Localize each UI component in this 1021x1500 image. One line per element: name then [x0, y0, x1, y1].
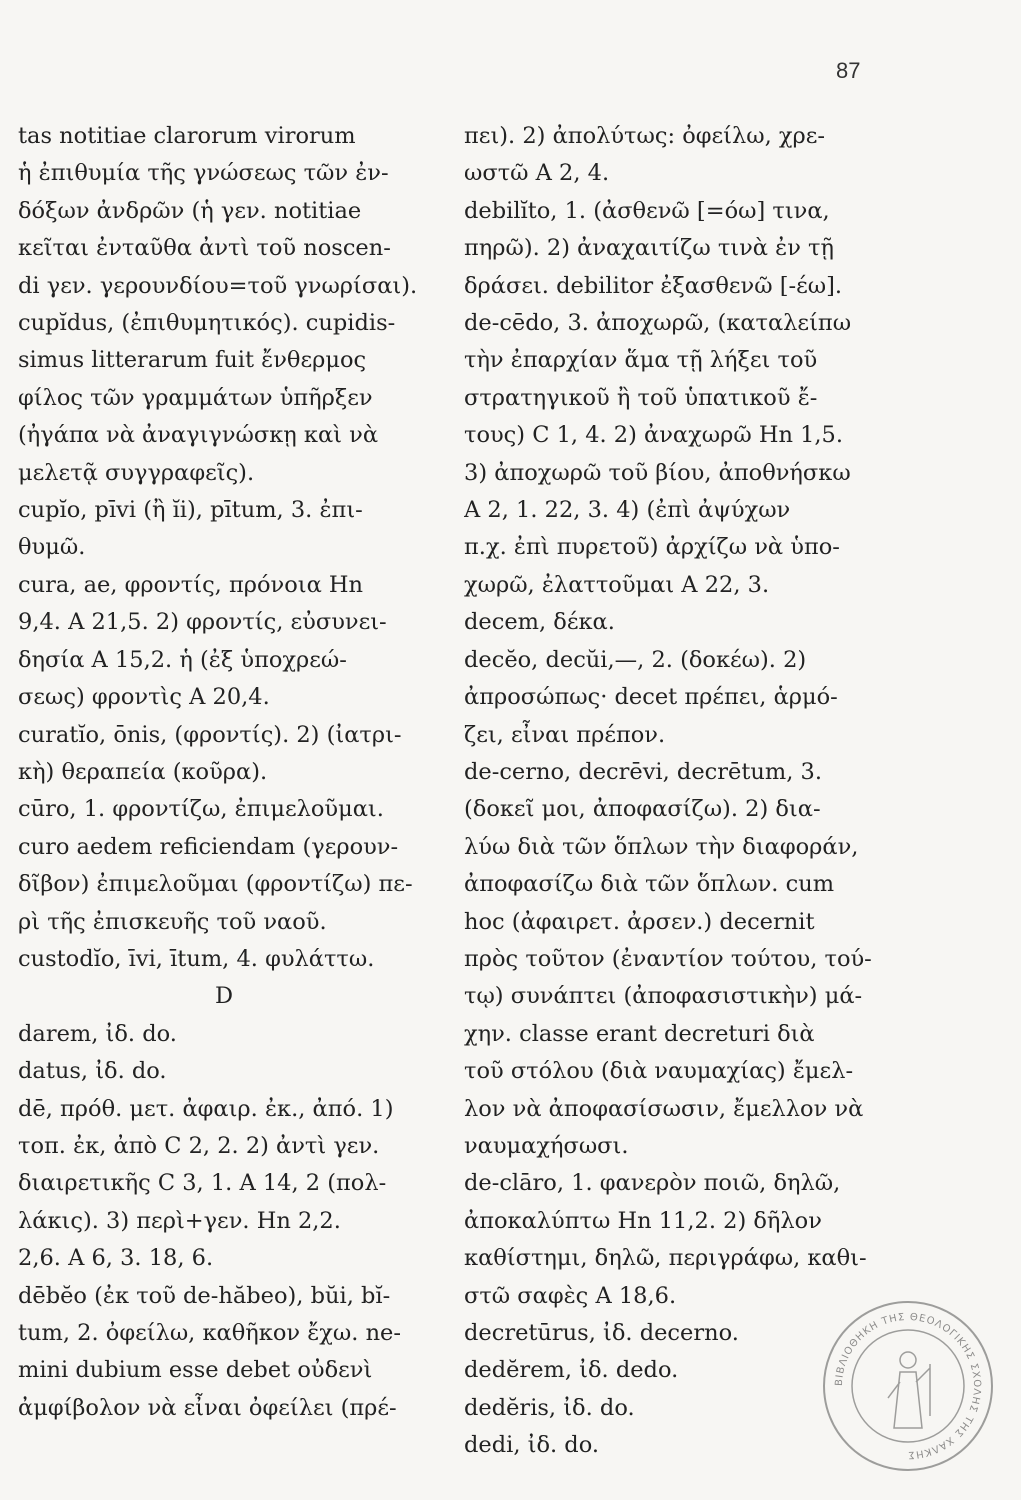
text-line: simus litterarum fuit ἔνθερμος [18, 347, 367, 374]
section-heading-d: D [214, 983, 234, 1010]
text-line: A 2, 1. 22, 3. 4) (ἐπὶ ἀψύχων [464, 497, 791, 524]
text-line: ζει, εἶναι πρέπον. [464, 721, 666, 748]
text-line: mini dubium esse debet οὐδενὶ [18, 1357, 373, 1384]
saint-figure-icon [888, 1352, 930, 1428]
text-line: στῶ σαφὲς A 18,6. [464, 1282, 677, 1309]
text-line: λύω διὰ τῶν ὅπλων τὴν διαφοράν, [464, 833, 859, 860]
text-line: cupĭo, pīvi (ἢ ĭi), pītum, 3. ἐπι- [18, 497, 363, 524]
text-line: πρὸς τοῦτον (ἐναντίον τούτου, τού- [464, 945, 872, 972]
text-line: curo aedem reficiendam (γερουν- [18, 833, 399, 860]
page-number: 87 [836, 58, 861, 83]
text-line: χην. classe erant decreturi διὰ [464, 1020, 815, 1047]
text-line: κεῖται ἐνταῦθα ἀντὶ τοῦ noscen- [18, 235, 391, 262]
text-line: decem, δέκα. [464, 609, 615, 636]
text-line: custodĭo, īvi, ītum, 4. φυλάττω. [18, 945, 375, 972]
text-line: tas notitiae clarorum virorum [18, 123, 356, 149]
library-seal-stamp [820, 1298, 996, 1474]
text-line: τους) C 1, 4. 2) ἀναχωρῶ Hn 1,5. [464, 422, 844, 449]
text-line: χωρῶ, ἐλαττοῦμαι A 22, 3. [464, 571, 770, 598]
text-line: δησία A 15,2. ἡ (ἐξ ὑποχρεώ- [18, 646, 347, 673]
text-line: λον νὰ ἀποφασίσωσιν, ἔμελλον νὰ [464, 1095, 864, 1122]
text-line: πει). 2) ἀπολύτως: ὀφείλω, χρε- [464, 123, 825, 149]
text-line: δῖβον) ἐπιμελοῦμαι (φροντίζω) πε- [18, 871, 413, 898]
left-column [18, 118, 450, 1427]
text-line: κὴ) θεραπεία (κοῦρα). [18, 758, 268, 785]
text-line: ἀπροσώπως· decet πρέπει, ἁρμό- [464, 684, 838, 711]
text-line: τοπ. ἐκ, ἀπὸ C 2, 2. 2) ἀντὶ γεν. [18, 1132, 380, 1159]
text-line: λάκις). 3) περὶ+γεν. Hn 2,2. [18, 1207, 341, 1234]
text-line: στρατηγικοῦ ἢ τοῦ ὑπατικοῦ ἔ- [464, 384, 818, 411]
text-line: decretūrus, ἰδ. decerno. [464, 1320, 739, 1346]
text-line: 3) ἀποχωρῶ τοῦ βίου, ἀποθνήσκω [464, 459, 851, 486]
text-line: δόξων ἀνδρῶν (ἡ γεν. notitiae [18, 197, 362, 224]
text-line: (ἠγάπα νὰ ἀναγιγνώσκῃ καὶ νὰ [18, 422, 379, 449]
text-line: π.χ. ἐπὶ πυρετοῦ) ἀρχίζω νὰ ὑπο- [464, 534, 840, 561]
text-line: τοῦ στόλου (διὰ ναυμαχίας) ἔμελ- [464, 1058, 854, 1085]
text-line: dedi, ἰδ. do. [464, 1432, 599, 1459]
text-line: δράσει. debilitor ἐξασθενῶ [-έω]. [464, 272, 843, 299]
text-line: curatĭo, ōnis, (φροντίς). 2) (ἰατρι- [18, 721, 402, 748]
text-line: darem, ἰδ. do. [18, 1020, 177, 1047]
text-line: debilĭto, 1. (ἀσθενῶ [=όω] τινα, [464, 197, 830, 224]
text-line: cūro, 1. φροντίζω, ἐπιμελοῦμαι. [18, 796, 384, 823]
text-line: dedĕrem, ἰδ. dedo. [464, 1357, 679, 1384]
text-line: ἀποκαλύπτω Hn 11,2. 2) δῆλον [464, 1207, 822, 1234]
text-line: καθίστημι, δηλῶ, περιγράφω, καθι- [464, 1245, 867, 1272]
text-line: tum, 2. ὀφείλω, καθῆκον ἔχω. ne- [18, 1320, 401, 1346]
text-line: διαιρετικῆς C 3, 1. A 14, 2 (πολ- [18, 1170, 387, 1197]
text-line: dē, πρόθ. μετ. ἀφαιρ. ἐκ., ἀπό. 1) [18, 1095, 394, 1122]
text-line: de-clāro, 1. φανερὸν ποιῶ, δηλῶ, [464, 1170, 841, 1197]
text-line: ρὶ τῆς ἐπισκευῆς τοῦ ναοῦ. [18, 908, 327, 935]
text-line: dēbĕo (ἐκ τοῦ de-hăbeo), bŭi, bĭ- [18, 1282, 391, 1309]
text-line: dedĕris, ἰδ. do. [464, 1394, 635, 1421]
text-line: de-cerno, decrēvi, decrētum, 3. [464, 758, 822, 785]
text-line: σεως) φροντὶς A 20,4. [18, 684, 270, 711]
text-line: cura, ae, φροντίς, πρόνοια Hn [18, 571, 364, 598]
text-line: di γεν. γερουνδίου=τοῦ γνωρίσαι). [18, 272, 418, 299]
text-line: ναυμαχήσωσι. [464, 1132, 629, 1159]
text-line: cupĭdus, (ἐπιθυμητικός). cupidis- [18, 310, 396, 337]
text-line: τὴν ἐπαρχίαν ἅμα τῇ λήξει τοῦ [464, 347, 818, 374]
text-line: ἀποφασίζω διὰ τῶν ὅπλων. cum [464, 871, 835, 898]
right-column [464, 118, 896, 1465]
text-line: decĕo, decŭi,—, 2. (δοκέω). 2) [464, 646, 807, 673]
text-line: μελετᾷ συγγραφεῖς). [18, 459, 255, 486]
text-line: 9,4. A 21,5. 2) φροντίς, εὐσυνει- [18, 609, 387, 636]
text-line: ἀμφίβολον νὰ εἶναι ὀφείλει (πρέ- [18, 1394, 397, 1421]
text-line: hoc (ἀφαιρετ. ἀρσεν.) decernit [464, 908, 815, 935]
text-line: τῳ) συνάπτει (ἀποφασιστικὴν) μά- [464, 983, 863, 1010]
seal-text: ΒΙΒΛΙΟΘΗΚΗ ΤΗΣ ΘΕΟΛΟΓΙΚΗΣ ΣΧΟΛΗΣ ΤΗΣ ΧΑΛΚΗΣ [833, 1311, 983, 1461]
text-line: θυμῶ. [18, 534, 86, 561]
text-line: ωστῶ A 2, 4. [464, 160, 610, 187]
text-line: de-cēdo, 3. ἀποχωρῶ, (καταλείπω [464, 310, 852, 337]
svg-text:ΒΙΒΛΙΟΘΗΚΗ ΤΗΣ ΘΕΟΛΟΓΙΚΗΣ ΣΧΟΛ [834, 1312, 982, 1460]
text-line: ἡ ἐπιθυμία τῆς γνώσεως τῶν ἐν- [18, 160, 389, 187]
text-line: (δοκεῖ μοι, ἀποφασίζω). 2) δια- [464, 796, 821, 823]
text-line: φίλος τῶν γραμμάτων ὑπῆρξεν [18, 384, 373, 411]
text-line: πηρῶ). 2) ἀναχαιτίζω τινὰ ἐν τῇ [464, 235, 834, 262]
text-line: datus, ἰδ. do. [18, 1058, 167, 1085]
text-line: 2,6. A 6, 3. 18, 6. [18, 1245, 214, 1272]
